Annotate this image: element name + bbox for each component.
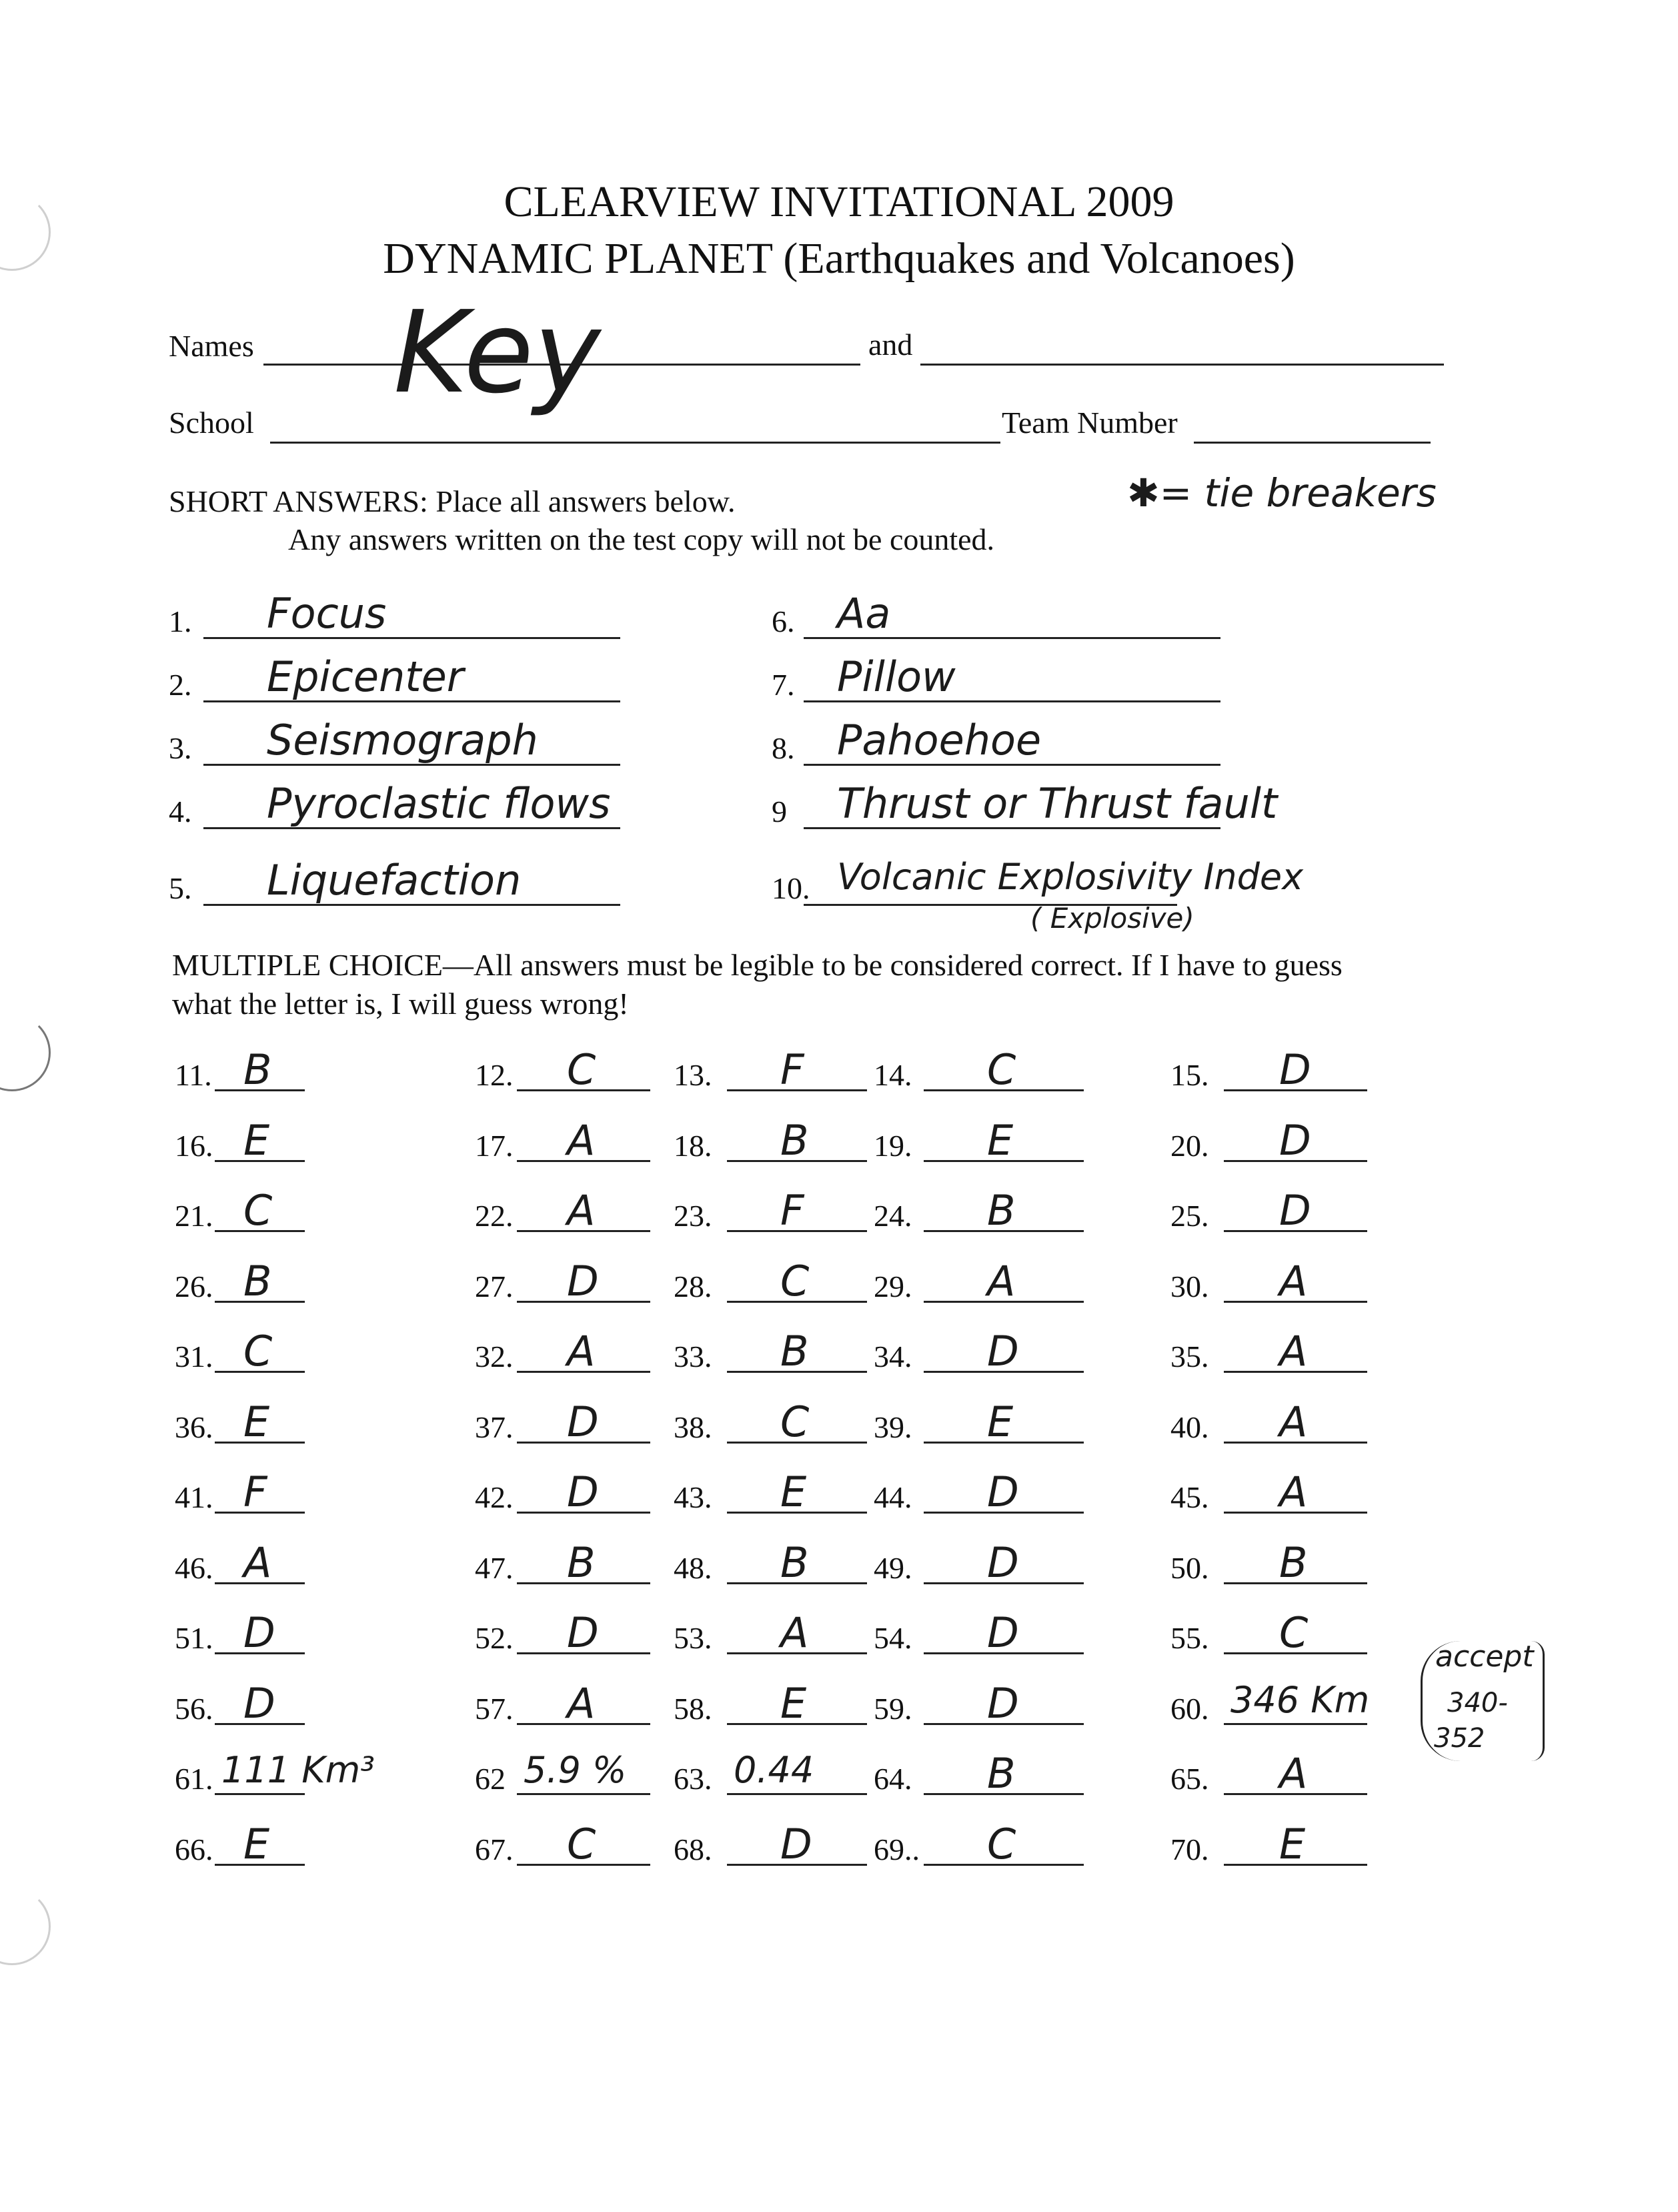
mc-question-number: 70. bbox=[1170, 1832, 1209, 1866]
mc-answer-line bbox=[215, 1793, 305, 1795]
short-answer-number: 4. bbox=[169, 794, 192, 828]
short-answer-value: Thrust or Thrust fault bbox=[837, 779, 1278, 828]
mc-answer-value: B bbox=[567, 1538, 596, 1587]
mc-question-number: 27. bbox=[475, 1269, 514, 1303]
mc-answer-value: D bbox=[987, 1468, 1019, 1516]
mc-answer-value: F bbox=[780, 1186, 804, 1235]
short-answer-number: 7. bbox=[772, 668, 795, 702]
mc-answer-value: A bbox=[1279, 1327, 1308, 1375]
short-answer-value: Focus bbox=[267, 589, 387, 638]
mc-question-number: 26. bbox=[175, 1269, 213, 1303]
mc-answer-value: D bbox=[1279, 1116, 1311, 1165]
short-answer-number: 5. bbox=[169, 871, 192, 905]
page-title: CLEARVIEW INVITATIONAL 2009 bbox=[504, 177, 1174, 226]
mc-question-number: 33. bbox=[674, 1339, 712, 1373]
mc-answer-value: C bbox=[567, 1820, 596, 1868]
mc-question-number: 56. bbox=[175, 1692, 213, 1726]
mc-answer-value: B bbox=[1279, 1538, 1308, 1587]
mc-answer-value: D bbox=[780, 1820, 812, 1868]
mc-answer-value: B bbox=[780, 1538, 809, 1587]
mc-answer-value: D bbox=[567, 1398, 599, 1446]
mc-question-number: 29. bbox=[874, 1269, 912, 1303]
mc-question-number: 65. bbox=[1170, 1762, 1209, 1796]
mc-question-number: 59. bbox=[874, 1692, 912, 1726]
mc-answer-value: A bbox=[567, 1327, 596, 1375]
mc-question-number: 52. bbox=[475, 1621, 514, 1655]
mc-answer-value: B bbox=[780, 1116, 809, 1165]
short-answer-number: 9 bbox=[772, 794, 787, 828]
mc-answer-value: E bbox=[987, 1398, 1014, 1446]
school-label: School bbox=[169, 406, 254, 440]
mc-answer-value: B bbox=[987, 1186, 1016, 1235]
mc-question-number: 13. bbox=[674, 1058, 712, 1092]
mc-answer-value: D bbox=[1279, 1045, 1311, 1094]
mc-question-number: 53. bbox=[674, 1621, 712, 1655]
team-number-label: Team Number bbox=[1002, 406, 1178, 440]
mc-question-number: 45. bbox=[1170, 1480, 1209, 1514]
mc-answer-value: E bbox=[987, 1116, 1014, 1165]
mc-question-number: 44. bbox=[874, 1480, 912, 1514]
mc-answer-value: B bbox=[243, 1257, 272, 1305]
short-answer-value: Aa bbox=[837, 589, 891, 638]
mc-answer-value: B bbox=[987, 1749, 1016, 1798]
key-handwritten: Key bbox=[393, 287, 601, 419]
mc-answer-value: C bbox=[243, 1186, 273, 1235]
mc-question-number: 25. bbox=[1170, 1199, 1209, 1233]
mc-question-number: 67. bbox=[475, 1832, 514, 1866]
mc-question-number: 36. bbox=[175, 1410, 213, 1444]
mc-question-number: 51. bbox=[175, 1621, 213, 1655]
short-answer-number: 1. bbox=[169, 604, 192, 638]
mc-answer-line bbox=[517, 1793, 650, 1795]
team-number-line bbox=[1194, 442, 1431, 444]
multiple-choice-heading-2: what the letter is, I will guess wrong! bbox=[172, 987, 629, 1021]
mc-question-number: 61. bbox=[175, 1762, 213, 1796]
mc-answer-value: A bbox=[780, 1608, 809, 1657]
mc-question-number: 28. bbox=[674, 1269, 712, 1303]
mc-question-number: 49. bbox=[874, 1551, 912, 1585]
mc-answer-value: E bbox=[780, 1679, 807, 1728]
mc-question-number: 18. bbox=[674, 1129, 712, 1163]
mc-question-number: 40. bbox=[1170, 1410, 1209, 1444]
mc-answer-line bbox=[727, 1793, 867, 1795]
mc-answer-value: D bbox=[567, 1257, 599, 1305]
mc-answer-value: D bbox=[987, 1608, 1019, 1657]
mc-answer-value: C bbox=[1279, 1608, 1309, 1657]
short-answer-value: Pillow bbox=[837, 652, 956, 701]
mc-question-number: 58. bbox=[674, 1692, 712, 1726]
mc-question-number: 19. bbox=[874, 1129, 912, 1163]
mc-answer-value: C bbox=[780, 1398, 810, 1446]
mc-answer-value: C bbox=[780, 1257, 810, 1305]
mc-question-number: 22. bbox=[475, 1199, 514, 1233]
mc-question-number: 55. bbox=[1170, 1621, 1209, 1655]
and-label: and bbox=[868, 328, 913, 362]
mc-answer-value: F bbox=[780, 1045, 804, 1094]
mc-answer-value: 0.44 bbox=[734, 1749, 814, 1791]
mc-answer-value: C bbox=[987, 1820, 1016, 1868]
mc-question-number: 34. bbox=[874, 1339, 912, 1373]
short-answer-number: 10. bbox=[772, 871, 810, 905]
mc-question-number: 38. bbox=[674, 1410, 712, 1444]
mc-question-number: 63. bbox=[674, 1762, 712, 1796]
accept-range-high: 352 bbox=[1434, 1723, 1485, 1754]
names-line-2 bbox=[920, 364, 1444, 366]
short-answers-subheading: Any answers written on the test copy will not be counted. bbox=[288, 522, 995, 556]
short-answer-number: 3. bbox=[169, 731, 192, 765]
short-answer-value: Volcanic Explosivity Index bbox=[837, 856, 1304, 898]
mc-question-number: 32. bbox=[475, 1339, 514, 1373]
short-answer-number: 2. bbox=[169, 668, 192, 702]
mc-answer-value: 5.9 % bbox=[524, 1749, 627, 1791]
short-answer-number: 8. bbox=[772, 731, 795, 765]
mc-question-number: 54. bbox=[874, 1621, 912, 1655]
mc-question-number: 69.. bbox=[874, 1832, 920, 1866]
mc-question-number: 15. bbox=[1170, 1058, 1209, 1092]
short-answer-value: Epicenter bbox=[267, 652, 464, 701]
mc-question-number: 48. bbox=[674, 1551, 712, 1585]
mc-answer-value: A bbox=[567, 1679, 596, 1728]
mc-question-number: 46. bbox=[175, 1551, 213, 1585]
mc-question-number: 14. bbox=[874, 1058, 912, 1092]
mc-answer-value: C bbox=[987, 1045, 1016, 1094]
mc-question-number: 21. bbox=[175, 1199, 213, 1233]
school-line bbox=[270, 442, 1000, 444]
mc-answer-value: E bbox=[243, 1116, 270, 1165]
mc-question-number: 39. bbox=[874, 1410, 912, 1444]
mc-question-number: 66. bbox=[175, 1832, 213, 1866]
mc-answer-value: E bbox=[1279, 1820, 1306, 1868]
mc-answer-line bbox=[1224, 1723, 1367, 1725]
mc-answer-value: D bbox=[987, 1679, 1019, 1728]
mc-answer-value: C bbox=[243, 1327, 273, 1375]
mc-question-number: 12. bbox=[475, 1058, 514, 1092]
mc-answer-value: F bbox=[243, 1468, 267, 1516]
mc-answer-value: A bbox=[1279, 1468, 1308, 1516]
short-answer-value: Pyroclastic flows bbox=[267, 779, 611, 828]
mc-question-number: 68. bbox=[674, 1832, 712, 1866]
page-subtitle: DYNAMIC PLANET (Earthquakes and Volcanoes) bbox=[383, 234, 1295, 283]
mc-answer-value: A bbox=[1279, 1398, 1308, 1446]
mc-answer-value: A bbox=[987, 1257, 1016, 1305]
mc-question-number: 41. bbox=[175, 1480, 213, 1514]
mc-question-number: 42. bbox=[475, 1480, 514, 1514]
mc-answer-value: A bbox=[567, 1186, 596, 1235]
short-answer-number: 6. bbox=[772, 604, 795, 638]
mc-question-number: 60. bbox=[1170, 1692, 1209, 1726]
mc-question-number: 57. bbox=[475, 1692, 514, 1726]
mc-answer-value: E bbox=[780, 1468, 807, 1516]
binder-hole-middle bbox=[0, 1014, 51, 1091]
mc-answer-value: 346 Km bbox=[1230, 1679, 1370, 1721]
short-answer-line bbox=[203, 637, 620, 639]
mc-question-number: 20. bbox=[1170, 1129, 1209, 1163]
mc-answer-value: 111 Km³ bbox=[221, 1749, 375, 1791]
tie-breakers-note: ✱= tie breakers bbox=[1127, 470, 1437, 516]
mc-answer-value: D bbox=[987, 1327, 1019, 1375]
mc-answer-value: B bbox=[243, 1045, 272, 1094]
mc-question-number: 17. bbox=[475, 1129, 514, 1163]
binder-hole-bottom bbox=[0, 1888, 51, 1965]
mc-question-number: 62 bbox=[475, 1762, 506, 1796]
mc-answer-value: B bbox=[780, 1327, 809, 1375]
mc-answer-value: A bbox=[1279, 1749, 1308, 1798]
short-answer-value: Seismograph bbox=[267, 716, 538, 764]
mc-question-number: 64. bbox=[874, 1762, 912, 1796]
names-label: Names bbox=[169, 329, 254, 363]
mc-question-number: 43. bbox=[674, 1480, 712, 1514]
mc-answer-value: A bbox=[243, 1538, 272, 1587]
mc-question-number: 30. bbox=[1170, 1269, 1209, 1303]
mc-answer-value: C bbox=[567, 1045, 596, 1094]
short-answer-value: Pahoehoe bbox=[837, 716, 1042, 764]
accept-label: accept bbox=[1435, 1640, 1534, 1674]
mc-answer-value: D bbox=[243, 1608, 275, 1657]
mc-answer-value: D bbox=[567, 1468, 599, 1516]
mc-question-number: 16. bbox=[175, 1129, 213, 1163]
mc-answer-value: A bbox=[1279, 1257, 1308, 1305]
accept-range-low: 340- bbox=[1447, 1688, 1508, 1718]
mc-answer-value: E bbox=[243, 1398, 270, 1446]
short-answer-value: Liquefaction bbox=[267, 856, 522, 905]
multiple-choice-heading: MULTIPLE CHOICE—All answers must be legible to be considered correct. If I have to guess bbox=[172, 948, 1343, 982]
mc-question-number: 23. bbox=[674, 1199, 712, 1233]
mc-answer-value: A bbox=[567, 1116, 596, 1165]
mc-answer-value: D bbox=[987, 1538, 1019, 1587]
mc-question-number: 50. bbox=[1170, 1551, 1209, 1585]
mc-answer-value: D bbox=[243, 1679, 275, 1728]
mc-answer-value: E bbox=[243, 1820, 270, 1868]
mc-answer-value: D bbox=[567, 1608, 599, 1657]
mc-question-number: 35. bbox=[1170, 1339, 1209, 1373]
mc-question-number: 31. bbox=[175, 1339, 213, 1373]
mc-question-number: 47. bbox=[475, 1551, 514, 1585]
mc-question-number: 24. bbox=[874, 1199, 912, 1233]
short-answer-10-note: ( Explosive) bbox=[1030, 902, 1194, 935]
mc-question-number: 11. bbox=[175, 1058, 212, 1092]
short-answers-heading: SHORT ANSWERS: Place all answers below. bbox=[169, 484, 736, 518]
mc-question-number: 37. bbox=[475, 1410, 514, 1444]
mc-answer-value: D bbox=[1279, 1186, 1311, 1235]
